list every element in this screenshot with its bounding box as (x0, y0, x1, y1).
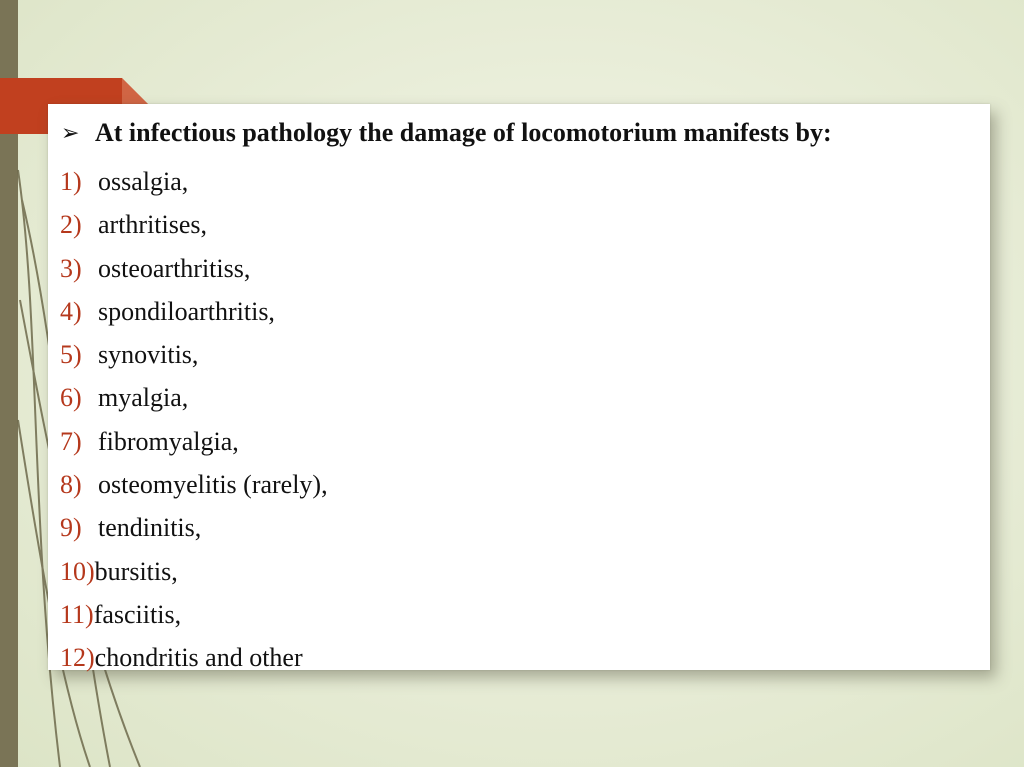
list-item (60, 593, 328, 636)
list-item (60, 420, 328, 463)
item-number: 2) (60, 210, 82, 240)
item-number: 4) (60, 296, 82, 326)
item-text: bursitis, (94, 556, 178, 586)
item-number: 1) (60, 167, 82, 196)
item-number: 8) (60, 470, 82, 500)
item-number: 10) (60, 556, 95, 586)
item-number: 6) (60, 383, 82, 413)
list-item (60, 506, 328, 549)
list-item (60, 290, 328, 333)
item-text: arthritises, (98, 210, 208, 240)
list-item (60, 333, 328, 376)
list-item (60, 463, 328, 506)
list-item (60, 160, 328, 203)
list-item (60, 636, 328, 679)
item-text: spondiloarthritis, (98, 296, 275, 326)
item-number: 5) (60, 340, 82, 370)
item-text: fibromyalgia, (98, 426, 239, 456)
item-number: 9) (60, 513, 82, 543)
item-text: fasciitis, (93, 599, 182, 629)
list-item (60, 247, 328, 290)
item-text: myalgia, (98, 383, 189, 413)
heading-text: At infectious pathology the damage of locomotorium manifests by: (95, 118, 832, 147)
symptom-list (60, 160, 328, 680)
item-text: ossalgia, (98, 167, 189, 196)
item-number: 3) (60, 253, 82, 283)
list-item (60, 550, 328, 593)
item-number: 12) (60, 643, 95, 673)
content-card (48, 104, 990, 673)
item-text: synovitis, (98, 340, 199, 370)
list-item (60, 376, 328, 419)
arrowhead-bullet-icon: ➢ (61, 120, 80, 145)
list-item (60, 203, 328, 246)
item-number: 7) (60, 426, 82, 456)
slide-heading (61, 118, 832, 148)
item-text: tendinitis, (98, 513, 202, 543)
item-number: 11) (60, 599, 94, 629)
item-text: chondritis and other (94, 643, 303, 673)
item-text: osteoarthritiss, (98, 253, 251, 283)
item-text: osteomyelitis (rarely), (98, 470, 328, 500)
